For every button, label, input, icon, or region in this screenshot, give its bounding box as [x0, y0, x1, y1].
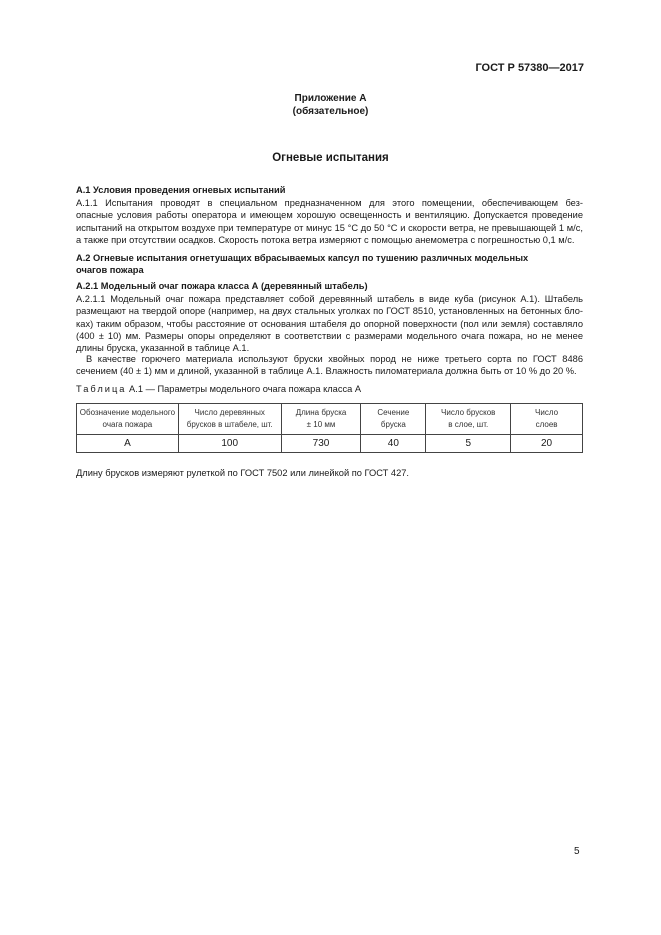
text-line: В качестве горючего материала используют бруски хвойных пород не ниже третьего сорта по ГОСТ 8486: [86, 354, 583, 364]
text-line: длины бруска, указанной в таблице А.1.: [76, 343, 250, 354]
table-header-cell: Обозначение модельного очага пожара: [77, 404, 179, 435]
table-cell: 40: [361, 435, 426, 453]
paragraph-material: [76, 353, 583, 378]
heading-a1: А.1 Условия проведения огневых испытаний: [76, 185, 286, 195]
table-header-cell: Сечение бруска: [361, 404, 426, 435]
table-caption: [76, 384, 361, 394]
paragraph-a1-1: [76, 197, 583, 246]
paragraph-a2-1-1: [76, 293, 583, 354]
table-cell: 730: [281, 435, 361, 453]
table-cell: А: [77, 435, 179, 453]
heading-a2-1: А.2.1 Модельный очаг пожара класса А (деревянный штабель): [76, 281, 368, 291]
text-line: а также при отсутствии осадков. Скорость потока ветра измеряют с помощью анемометра с погрешностью 0,1 м/с.: [76, 234, 575, 245]
table-header-cell: Число деревянных брусков в штабеле, шт.: [178, 404, 281, 435]
appendix-title: Приложение А: [294, 93, 367, 104]
text-line: испытаний на открытом воздухе при температуре от минус 15 °С до 50 °С и скорости ветра, не превышающей 1 м/с,: [76, 222, 583, 233]
text-line: (400 ± 10) мм. Размеры опоры определяют в соответствии с размерами модельного очага пожара, но не менее: [76, 330, 583, 341]
text-line: опасные условия работы оператора и имеющем хорошую освещенность и вентиляцию. Допускается проведение: [76, 210, 583, 221]
table-header-cell: Число брусков в слое, шт.: [426, 404, 511, 435]
heading-a2: [76, 253, 528, 276]
table-caption-text: А.1 — Параметры модельного очага пожара класса А: [126, 384, 362, 394]
heading-a2-line2: очагов пожара: [76, 264, 144, 275]
text-line: размещают на твердой опоре (например, на двух стальных уголках по ГОСТ 8510, установленных на бетонных бло-: [76, 306, 583, 317]
table-caption-prefix: Таблица: [76, 384, 127, 394]
text-line: А.1.1 Испытания проводят в специальном предназначенном для этого помещении, обеспечивающем без-: [76, 198, 583, 208]
text-line: А.2.1.1 Модельный очаг пожара представляет собой деревянный штабель в виде куба (рисунок А.1). Штабель: [76, 294, 583, 304]
table-cell: 100: [178, 435, 281, 453]
appendix-subtitle: (обязательное): [292, 106, 369, 117]
standard-number: ГОСТ Р 57380—2017: [475, 62, 584, 74]
table-header-cell: Длина бруска ± 10 мм: [281, 404, 361, 435]
table-cell: 20: [511, 435, 583, 453]
parameters-table: [76, 403, 583, 453]
heading-a2-line1: А.2 Огневые испытания огнетушащих вбрасываемых капсул по тушению различных модельных: [76, 253, 529, 263]
table-header-cell: Число слоев: [511, 404, 583, 435]
text-line: сечением (40 ± 1) мм и длиной, указанной в таблице А.1. Влажность пиломатериала должна быть от 10 % до 20 %.: [76, 366, 577, 377]
table-cell: 5: [426, 435, 511, 453]
text-line: ках) таким образом, чтобы расстояние от основания штабеля до опорной поверхности (пол или земля) составляло: [76, 318, 583, 329]
appendix-header: [0, 92, 661, 118]
table-header-row: [77, 404, 583, 435]
section-title: Огневые испытания: [272, 152, 389, 164]
table-row: [77, 435, 583, 453]
table-note: Длину брусков измеряют рулеткой по ГОСТ 7502 или линейкой по ГОСТ 427.: [76, 468, 410, 478]
page-number: 5: [574, 846, 580, 857]
